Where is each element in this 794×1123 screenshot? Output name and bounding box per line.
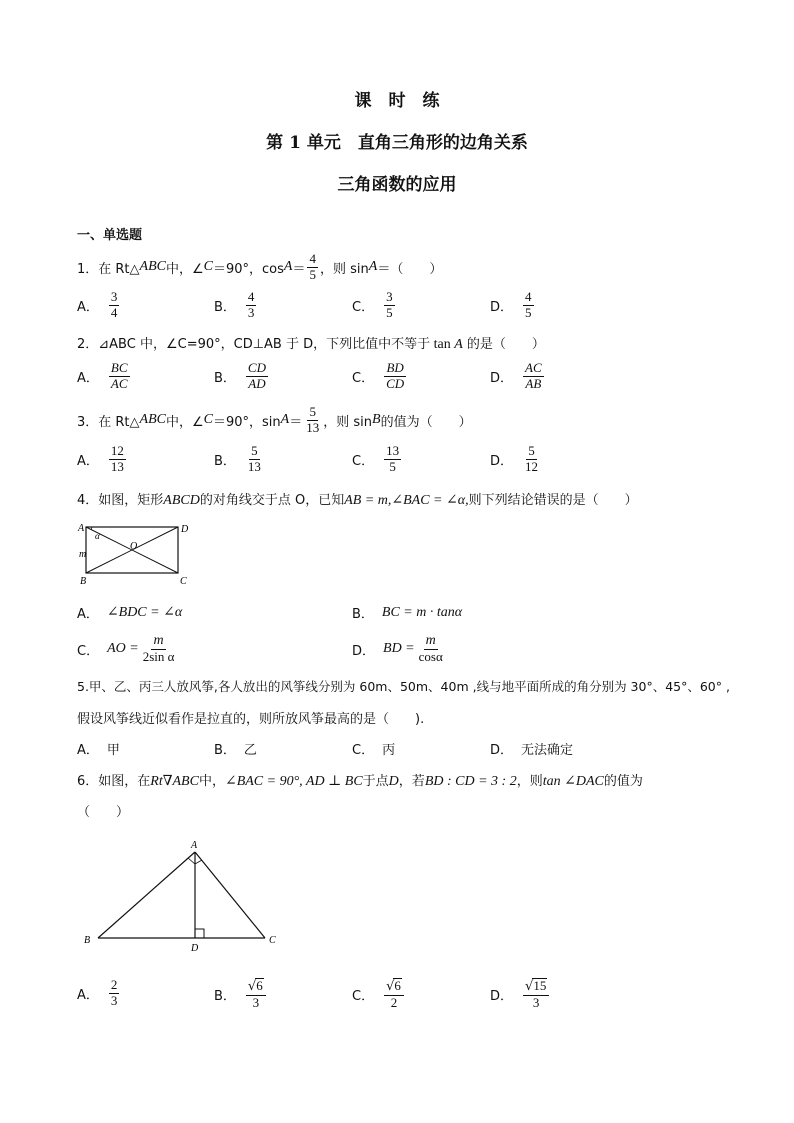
q3-text: 中，∠ xyxy=(165,414,204,430)
option-label: A． xyxy=(77,299,99,315)
q1-text: ，则 sin xyxy=(319,261,369,277)
option-label: A． xyxy=(77,987,99,1003)
question-6 xyxy=(77,770,643,790)
q5-option-d[interactable] xyxy=(490,739,573,758)
option-label: D． xyxy=(490,299,514,315)
numerator: CD xyxy=(247,360,266,375)
option-expr: ∠BDC = ∠α xyxy=(106,605,183,620)
option-text: 甲 xyxy=(106,743,120,758)
question-5-line-2: 假设风筝线近似看作是拉直的，则所放风筝最高的是（ ). xyxy=(77,712,425,727)
q3-fraction xyxy=(304,405,321,436)
numerator: 4 xyxy=(247,289,255,304)
option-label: B． xyxy=(214,453,236,469)
q6-option-a[interactable] xyxy=(77,978,121,1009)
numerator: m xyxy=(151,633,165,650)
q6-text: 中， xyxy=(198,774,225,789)
q6-condition: ∠BAC = 90°, AD ⊥ BC xyxy=(224,774,363,789)
option-label: D． xyxy=(352,643,376,659)
question-3 xyxy=(77,405,472,436)
option-label: C． xyxy=(352,370,375,386)
q4-option-c[interactable] xyxy=(77,633,178,665)
right-triangle-figure xyxy=(80,836,280,954)
denominator: 3 xyxy=(247,304,255,320)
option-label: D． xyxy=(490,453,514,469)
q6-expr: tan ∠DAC xyxy=(542,774,604,789)
q4-text: 则下列结论错误的是（ ） xyxy=(468,493,638,508)
q1-triangle: ABC xyxy=(139,259,166,275)
q3-text: 的值为（ ） xyxy=(380,414,472,430)
q4-text: 的对角线交于点 O，已知 xyxy=(199,493,345,508)
option-label: B． xyxy=(214,299,236,315)
q2-option-d[interactable] xyxy=(490,361,546,392)
q3-option-c[interactable] xyxy=(352,444,403,475)
option-expr: BC = m · tanα xyxy=(381,604,463,620)
label-a: A xyxy=(191,840,198,851)
label-d: D xyxy=(191,943,199,954)
denominator: AB xyxy=(525,375,542,391)
numerator: 4 xyxy=(309,251,316,266)
q6-option-b[interactable] xyxy=(214,978,268,1011)
q2-option-b[interactable] xyxy=(214,361,270,392)
option-expr: AO = xyxy=(107,641,139,657)
q3-var: A xyxy=(280,412,290,428)
label-o: O xyxy=(130,541,138,552)
denominator: 3 xyxy=(252,994,260,1010)
label-b: B xyxy=(80,576,87,587)
option-label: C． xyxy=(352,743,375,758)
q4-text: 4．如图，矩形 xyxy=(77,493,164,508)
q2-option-c[interactable] xyxy=(352,361,408,392)
option-label: A． xyxy=(77,453,99,469)
radical-sign: √ xyxy=(247,979,257,994)
q1-text: ＝ xyxy=(292,261,306,277)
q2-text: tan xyxy=(430,337,455,352)
label-m: m xyxy=(79,549,87,560)
q4-condition: AB = m,∠BAC = ∠α, xyxy=(344,493,469,508)
denominator: 2sin α xyxy=(142,649,175,665)
option-label: D． xyxy=(490,988,514,1004)
q3-option-a[interactable] xyxy=(77,444,128,475)
q1-option-d[interactable] xyxy=(490,290,536,321)
option-label: C． xyxy=(352,453,375,469)
denominator: cosα xyxy=(418,649,443,665)
unit-title: 第 1 单元 直角三角形的边角关系 xyxy=(266,133,528,153)
numerator: 5 xyxy=(251,443,258,458)
numerator: 3 xyxy=(110,289,118,304)
q1-text: ＝90°，cos xyxy=(212,261,284,277)
label-b: B xyxy=(84,935,91,946)
option-label: B． xyxy=(214,743,236,758)
label-a: A xyxy=(78,523,85,534)
q1-var: A xyxy=(368,259,378,275)
question-4 xyxy=(77,489,638,509)
q6-var: D xyxy=(388,774,399,789)
numerator: 15 xyxy=(533,978,547,993)
q5-option-a[interactable] xyxy=(77,739,120,758)
q1-var: A xyxy=(283,259,293,275)
q3-text: ，则 sin xyxy=(323,414,372,430)
option-label: C． xyxy=(352,988,375,1004)
label-d: D xyxy=(181,524,189,535)
q1-option-c[interactable] xyxy=(352,290,397,321)
numerator: AC xyxy=(525,360,542,375)
question-1 xyxy=(77,252,442,283)
q4-rect: ABCD xyxy=(163,493,200,508)
numerator: 6 xyxy=(256,978,263,993)
q1-option-b[interactable] xyxy=(214,290,258,321)
denominator: AC xyxy=(110,375,128,391)
option-label: B． xyxy=(352,607,374,622)
denominator: 13 xyxy=(247,458,261,474)
q5-option-b[interactable] xyxy=(214,739,257,758)
page-title: 课 时 练 xyxy=(354,91,440,111)
option-label: D． xyxy=(490,370,514,386)
denominator: 4 xyxy=(110,304,118,320)
numerator: BC xyxy=(110,360,128,375)
numerator: 4 xyxy=(525,289,532,304)
label-c: C xyxy=(269,935,276,946)
q3-triangle: ABC xyxy=(139,412,166,428)
numerator: m xyxy=(424,633,438,650)
q6-triangle: Rt∇ABC xyxy=(150,774,199,789)
q2-var: A xyxy=(454,337,463,352)
option-text: 丙 xyxy=(382,743,396,758)
numerator: 5 xyxy=(309,404,316,419)
q6-option-d[interactable] xyxy=(490,978,551,1011)
question-5-line-1: 5.甲、乙、丙三人放风筝,各人放出的风筝线分别为 60m、50m、40m ,线与地平面所成的角分别为 30°、45°、60° , xyxy=(77,679,730,694)
denominator: 3 xyxy=(110,992,118,1008)
q1-text: 中，∠ xyxy=(165,261,204,277)
q6-text: 的值为 xyxy=(603,774,643,789)
q4-option-a[interactable] xyxy=(77,603,182,622)
q3-text: 3．在 Rt△ xyxy=(77,414,140,430)
q6-text: 于点 xyxy=(362,774,389,789)
denominator: 5 xyxy=(389,458,396,474)
numerator: 13 xyxy=(386,443,400,458)
option-text: 乙 xyxy=(243,743,257,758)
denominator: 5 xyxy=(386,304,393,320)
q3-var: C xyxy=(203,412,213,428)
denominator: 13 xyxy=(306,419,320,435)
denominator: 5 xyxy=(525,304,532,320)
q2-text: 2．⊿ABC 中，∠C=90°，CD⊥AB 于 D，下列比值中不等于 xyxy=(77,337,431,352)
denominator: CD xyxy=(386,375,405,391)
section-heading: 一、单选题 xyxy=(77,228,143,243)
q4-option-b[interactable] xyxy=(352,603,462,622)
q1-text: 1．在 Rt△ xyxy=(77,261,140,277)
lesson-title: 三角函数的应用 xyxy=(337,175,457,195)
q1-option-a[interactable] xyxy=(77,290,121,321)
option-label: A． xyxy=(77,370,99,386)
q3-text: ＝ xyxy=(289,414,303,430)
numerator: 5 xyxy=(528,443,535,458)
numerator: 12 xyxy=(110,443,124,458)
q3-var: B xyxy=(372,412,381,428)
option-label: C． xyxy=(77,643,100,659)
denominator: AD xyxy=(248,375,266,391)
rectangle-figure xyxy=(76,518,196,590)
q3-text: ＝90°，sin xyxy=(212,414,281,430)
q6-ratio: BD : CD = 3 : 2 xyxy=(424,774,517,789)
option-text: 无法确定 xyxy=(521,743,574,758)
option-label: A． xyxy=(77,743,99,758)
q6-text: 6．如图，在 xyxy=(77,774,151,789)
option-label: D． xyxy=(490,743,514,758)
denominator: 12 xyxy=(525,458,539,474)
label-c: C xyxy=(180,576,187,587)
numerator: BD xyxy=(386,360,404,375)
numerator: 3 xyxy=(386,289,393,304)
question-6-line-2: （ ） xyxy=(77,805,130,820)
q6-text: ，若 xyxy=(398,774,425,789)
q1-var: C xyxy=(203,259,213,275)
q4-option-d[interactable] xyxy=(352,633,447,665)
q6-text: ，则 xyxy=(516,774,543,789)
option-label: B． xyxy=(214,370,236,386)
q6-option-c[interactable] xyxy=(352,978,406,1011)
denominator: 13 xyxy=(110,458,124,474)
option-expr: BD = xyxy=(383,641,415,657)
option-label: A． xyxy=(77,607,99,622)
q2-text: 的是（ ） xyxy=(462,337,545,352)
q2-option-a[interactable] xyxy=(77,361,132,392)
radical-sign: √ xyxy=(386,979,395,994)
question-2 xyxy=(77,333,545,353)
denominator: 3 xyxy=(532,994,540,1010)
denominator: 2 xyxy=(390,994,398,1010)
q1-fraction xyxy=(307,252,318,283)
q5-option-c[interactable] xyxy=(352,739,395,758)
numerator: 6 xyxy=(394,978,401,993)
denominator: 5 xyxy=(309,266,316,282)
q1-text: ＝（ ） xyxy=(377,261,443,277)
label-alpha: α xyxy=(95,531,100,541)
q3-option-d[interactable] xyxy=(490,444,542,475)
option-label: C． xyxy=(352,299,375,315)
numerator: 2 xyxy=(110,977,118,992)
option-label: B． xyxy=(214,988,236,1004)
radical-sign: √ xyxy=(525,979,534,994)
q3-option-b[interactable] xyxy=(214,444,265,475)
